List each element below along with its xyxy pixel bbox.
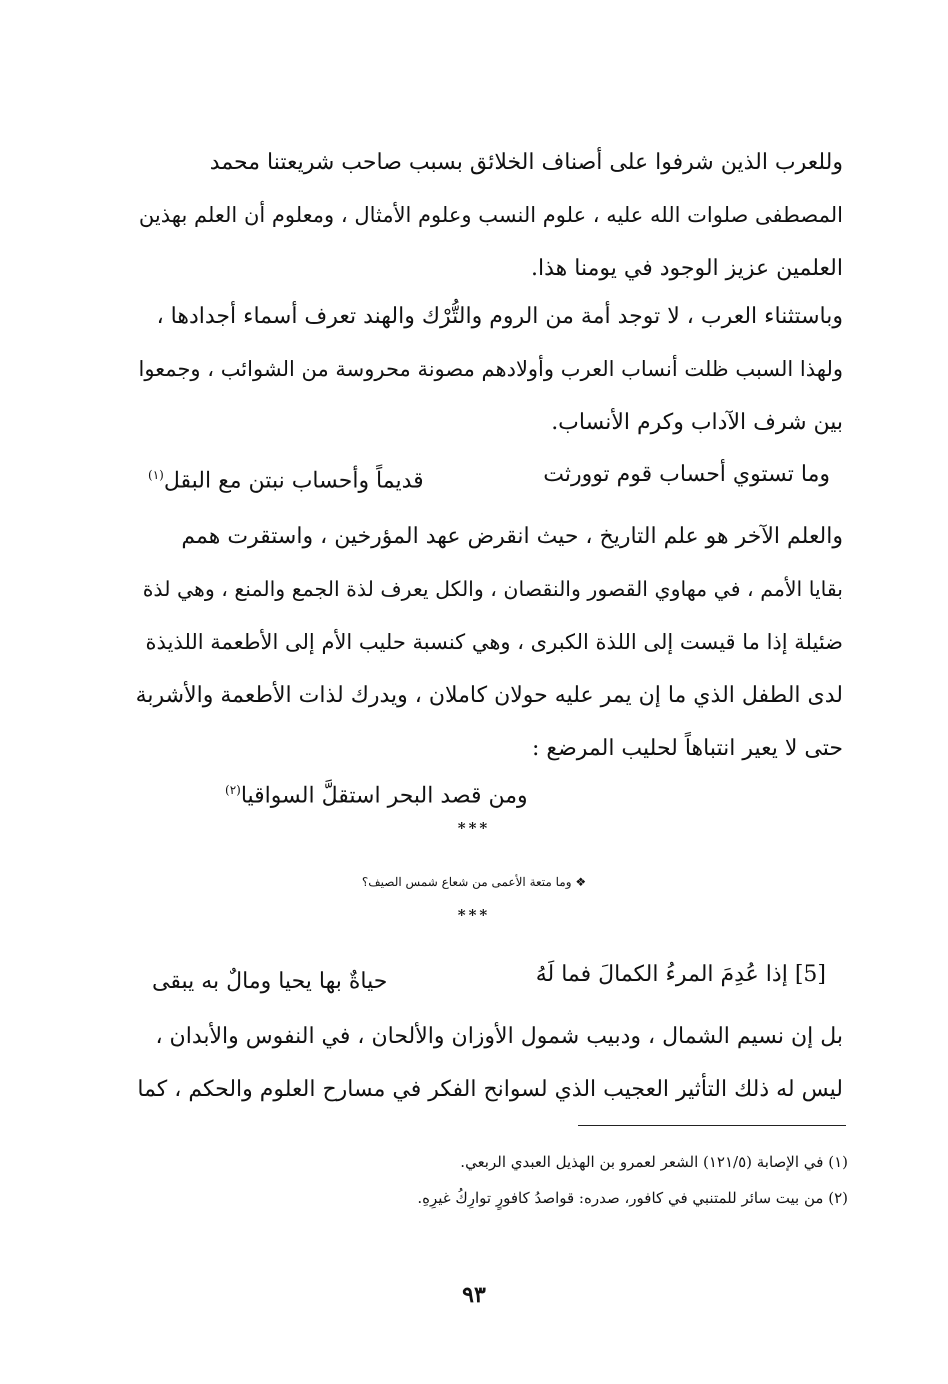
footnote-2: (٢) من بيت سائر للمتنبي في كافور، صدره: قواصدُ كافورٍ توارِكُ غيرِهِ. (417, 1189, 848, 1207)
text-line: بين شرف الآداب وكرم الأنساب. (551, 410, 843, 435)
verse-4-second-hemistich (152, 962, 387, 1002)
section-divider: *** (457, 906, 491, 924)
verse-text: قديماً وأحساب نبتن مع البقل (163, 468, 424, 494)
text-line: بقايا الأمم ، في مهاوي القصور والنقصان ، والكل يعرف لذة الجمع والمنع ، وهي لذة (142, 577, 843, 601)
text-line: المصطفى صلوات الله عليه ، علوم النسب وعلوم الأمثال ، ومعلوم أن العلم بهذين (138, 203, 843, 227)
verse-3 (0, 862, 948, 902)
page-number: ٩٣ (462, 1282, 486, 1308)
text-line: وللعرب الذين شرفوا على أصناف الخلائق بسبب صاحب شريعتنا محمد (209, 150, 843, 175)
section-divider: *** (457, 819, 491, 837)
footnote-1: (١) في الإصابة (١٢١/٥) الشعر لعمرو بن الهذيل العبدي الربعي. (460, 1153, 848, 1171)
verse-number: [5] (794, 962, 826, 987)
paragraph-nations (135, 290, 843, 449)
verse-text: ومن قصد البحر استقلَّ السواقيا (240, 783, 528, 809)
verse-2 (225, 770, 528, 816)
text-line: ولهذا السبب ظلت أنساب العرب وأولادهم مصونة محروسة من الشوائب ، وجمعوا (138, 357, 843, 381)
text-line: بل إن نسيم الشمال ، ودبيب شمول الأوزان والألحان ، في النفوس والأبدان ، (155, 1024, 843, 1049)
footnote-marker: (٢) (225, 783, 241, 797)
verse-text: وما تستوي أحساب قوم توورثت (543, 462, 830, 487)
paragraph-arab-genealogy (135, 136, 843, 295)
footnote-separator (578, 1125, 846, 1126)
text-line: وباستثناء العرب ، لا توجد أمة من الروم والتُّرْك والهند تعرف أسماء أجدادها ، (156, 304, 843, 329)
text-line: والعلم الآخر هو علم التاريخ ، حيث انقرض عهد المؤرخين ، واستقرت همم (181, 524, 843, 549)
text-line: ضئيلة إذا ما قيست إلى اللذة الكبرى ، وهي كنسبة حليب الأم إلى الأطعمة اللذيذة (145, 630, 843, 654)
verse-1-second-hemistich (148, 455, 424, 501)
text-line: حتى لا يعير انتباهاً لحليب المرضع : (531, 736, 843, 761)
verse-text: حياةٌ بها يحيا ومالٌ به يبقى (152, 969, 388, 994)
verse-text: إذا عُدِمَ المرءُ الكمالَ فما لَهُ (535, 962, 788, 987)
text-line: لدى الطفل الذي ما إن يمر عليه حولان كاملان ، ويدرك لذات الأطعمة والأشربة (135, 683, 843, 708)
footnote-marker: (١) (148, 468, 164, 482)
paragraph-history (135, 510, 843, 775)
text-line: ليس له ذلك التأثير العجيب الذي لسوانح الفكر في مسارح العلوم والحكم ، كما (137, 1077, 843, 1102)
paragraph-north-wind (135, 1010, 843, 1116)
text-line: العلمين عزيز الوجود في يومنا هذا. (531, 256, 843, 281)
verse-4-first-hemistich (536, 955, 826, 995)
verse-1-first-hemistich (543, 455, 830, 495)
verse-text: ❖ وما متعة الأعمى من شعاع شمس الصيف؟ (361, 875, 587, 889)
